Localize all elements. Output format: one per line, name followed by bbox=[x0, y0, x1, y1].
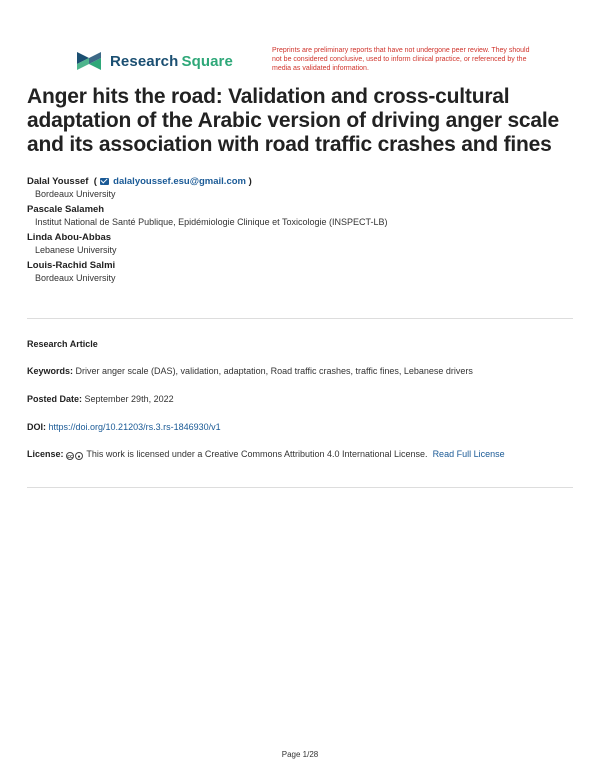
article-type: Research Article bbox=[27, 339, 98, 349]
doi-label: DOI: bbox=[27, 422, 46, 432]
license-text: This work is licensed under a Creative Commons Attribution 4.0 International License. bbox=[86, 449, 428, 459]
author-affiliation: Bordeaux University bbox=[35, 273, 116, 283]
author-name: Louis-Rachid Salmi bbox=[27, 260, 116, 271]
posted-date-label: Posted Date: bbox=[27, 394, 83, 404]
page-number: Page 1/28 bbox=[281, 750, 319, 759]
keywords bbox=[27, 365, 575, 378]
author-affiliation: Bordeaux University bbox=[35, 189, 116, 199]
preprint-notice: Preprints are preliminary reports that have not undergone peer review. They should not be considered conclusive, used to inform clinical practice, or referenced by the media as validated information. bbox=[272, 47, 530, 72]
research-square-logo[interactable] bbox=[75, 48, 233, 74]
license-label: License: bbox=[27, 449, 64, 459]
author-name: Pascale Salameh bbox=[27, 204, 105, 215]
author-item bbox=[27, 203, 577, 229]
read-full-license-link[interactable]: Read Full License bbox=[432, 449, 505, 459]
posted-date-value: September 29th, 2022 bbox=[84, 394, 174, 404]
doi-link[interactable]: https://doi.org/10.21203/rs.3.rs-1846930/v1 bbox=[48, 422, 221, 432]
keywords-label: Keywords: bbox=[27, 366, 74, 376]
divider bbox=[27, 487, 573, 488]
author-affiliation: Institut National de Santé Publique, Epidémiologie Clinique et Toxicologie (INSPECT-LB) bbox=[35, 217, 388, 227]
posted-date bbox=[27, 393, 575, 406]
author-item: Dalal Youssef ( dalalyoussef.esu@gmail.com ) Bordeaux University bbox=[27, 175, 577, 201]
author-email-link[interactable]: dalalyoussef.esu@gmail.com bbox=[113, 176, 246, 187]
research-square-logo-icon bbox=[75, 48, 103, 74]
divider bbox=[27, 318, 573, 319]
license bbox=[27, 448, 575, 462]
doi bbox=[27, 421, 575, 434]
cc-icon: cc bbox=[67, 454, 73, 460]
author-list bbox=[27, 175, 577, 287]
author-name: Linda Abou-Abbas bbox=[27, 232, 112, 243]
paper-title: Anger hits the road: Validation and cross-cultural adaptation of the Arabic version of driving anger scale and its association with road traffic crashes and fines bbox=[27, 85, 560, 156]
author-affiliation: Lebanese University bbox=[35, 245, 117, 255]
author-name: Dalal Youssef bbox=[27, 176, 89, 187]
logo-wordmark: Research Square bbox=[110, 52, 233, 70]
author-item bbox=[27, 259, 577, 285]
by-icon: ● bbox=[75, 452, 83, 460]
author-item bbox=[27, 231, 577, 257]
keywords-value: Driver anger scale (DAS), validation, adaptation, Road traffic crashes, traffic fines, Lebanese drivers bbox=[75, 366, 473, 376]
envelope-icon bbox=[100, 178, 109, 185]
